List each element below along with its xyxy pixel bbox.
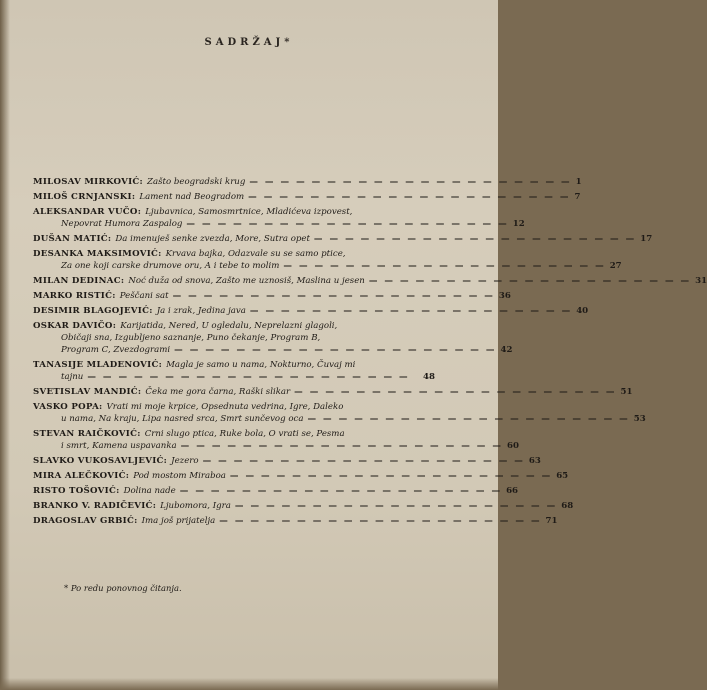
toc-leader-dashes: — — — — — — — — — — — — — — — — — — — — — <box>179 486 503 496</box>
toc-works: Za one koji carske drumove oru, A i tebe to molim <box>61 261 280 271</box>
toc-page-number: 42 <box>500 345 513 355</box>
toc-author: ALEKSANDAR VUČO: <box>33 207 142 217</box>
toc-page-number: 53 <box>633 414 646 424</box>
toc-works: Program C, Zvezdogrami <box>61 345 171 355</box>
toc-author: MIRA ALEČKOVIĆ: <box>33 471 130 481</box>
toc-works: Ljubavnica, Samosmrtnice, Mladićeva izpovest, <box>145 207 353 217</box>
toc-leader-dashes: — — — — — — — — — — — — — — — — — — — — — <box>229 471 553 481</box>
toc-entry <box>33 401 646 425</box>
toc-works: Peščani sat <box>119 291 169 301</box>
toc-works: Krvava bajka, Odazvale su se samo ptice, <box>165 249 346 259</box>
toc-works: Ja i zrak, Jedina java <box>156 306 246 316</box>
toc-author: RISTO TOŠOVIĆ: <box>33 486 120 496</box>
page-shadow-bottom <box>0 678 498 690</box>
toc-entry <box>33 428 519 452</box>
toc-author: MILOSAV MIRKOVIĆ: <box>33 177 144 187</box>
toc-author: SVETISLAV MANDIĆ: <box>33 387 142 397</box>
page-shadow-left <box>0 0 10 690</box>
toc-entry-line <box>33 290 511 302</box>
toc-entry-line <box>33 485 519 497</box>
toc-leader-dashes: — — — — — — — — — — — — — — — — — — — — — <box>248 192 571 202</box>
toc-entry-line <box>33 500 574 512</box>
toc-entry-line <box>33 191 581 203</box>
toc-entry-line <box>33 371 435 383</box>
toc-entry-line <box>33 428 435 440</box>
toc-leader-dashes: — — — — — — — — — — — — — — — — — — — — — <box>219 516 542 526</box>
toc-entry <box>33 290 511 302</box>
toc-works: Karijatida, Nered, U ogledalu, Neprelazni glagoli, <box>120 321 338 331</box>
toc-leader-dashes: — — — — — — — — — — — — — — — — — — — — — <box>307 414 630 424</box>
toc-works: Jezero <box>171 456 199 466</box>
toc-entry <box>33 359 435 383</box>
toc-author: DRAGOSLAV GRBIĆ: <box>33 516 138 526</box>
toc-author: MILOŠ CRNJANSKI: <box>33 192 136 202</box>
toc-author: MARKO RISTIĆ: <box>33 291 116 301</box>
toc-works: u nama, Na kraju, Lipa nasred srca, Smrt sunčevog oca <box>61 414 304 424</box>
toc-page-number: 1 <box>575 177 582 187</box>
toc-page-number: 51 <box>620 387 633 397</box>
toc-author: MILAN DEDINAC: <box>33 276 125 286</box>
toc-entry-line <box>33 515 558 527</box>
toc-works: Vrati mi moje krpice, Opsednuta vedrina, Igre, Daleko <box>106 402 344 412</box>
toc-entry-line <box>33 359 435 371</box>
toc-leader-dashes: — — — — — — — — — — — — — — — — — — — — — <box>249 177 572 187</box>
toc-page-number: 71 <box>545 516 558 526</box>
toc-works: Pod mostom Miraboa <box>133 471 226 481</box>
toc-works: Noć duža od snova, Zašto me uznosiš, Maslina u jesen <box>128 276 365 286</box>
footnote: * Po redu ponovnog čitanja. <box>64 583 182 593</box>
toc-page-number: 65 <box>556 471 569 481</box>
toc-entry-line <box>33 233 653 245</box>
toc-leader-dashes: — — — — — — — — — — — — — — — — — — — — — <box>186 219 509 229</box>
toc-entry-line <box>33 386 633 398</box>
toc-entry <box>33 176 582 188</box>
toc-works: Ima još prijatelja <box>141 516 216 526</box>
toc-page-number: 68 <box>561 501 574 511</box>
toc-page-number: 31 <box>695 276 707 286</box>
toc-entry <box>33 515 558 527</box>
toc-leader-dashes: — — — — — — — — — — — — — — — — — — — — — <box>172 291 495 301</box>
toc-author: DESIMIR BLAGOJEVIĆ: <box>33 306 153 316</box>
toc-leader-dashes: — — — — — — — — — — — — — — — — — — — — — <box>249 306 573 316</box>
toc-leader-dashes: — — — — — — — — — — — — — — — — — — — — — <box>234 501 558 511</box>
toc-entry-line <box>33 260 622 272</box>
toc-works: Dolina nade <box>123 486 176 496</box>
toc-page-number: 27 <box>609 261 622 271</box>
toc-entry-line <box>33 218 525 230</box>
toc-works: Ljubomora, Igra <box>160 501 231 511</box>
toc-works: Nepovrat Humora Zaspalog <box>61 219 183 229</box>
toc-page-number: 60 <box>506 441 519 451</box>
toc-author: STEVAN RAIČKOVIĆ: <box>33 429 141 439</box>
toc-page-number: 12 <box>512 219 525 229</box>
table-of-contents <box>33 176 707 530</box>
toc-entry-line <box>33 332 435 344</box>
toc-leader-dashes: — — — — — — — — — — — — — — — — — — — — — <box>202 456 525 466</box>
toc-entry-line <box>33 248 435 260</box>
toc-page-number: 36 <box>498 291 511 301</box>
toc-entry-line <box>33 275 707 287</box>
toc-works: Čeka me gora čarna, Raški slikar <box>145 387 291 397</box>
toc-leader-dashes: — — — — — — — — — — — — — — — — — — — — — <box>294 387 617 397</box>
toc-entry <box>33 455 541 467</box>
toc-leader-dashes: — — — — — — — — — — — — — — — — — — — — — <box>368 276 692 286</box>
toc-entry-line <box>33 401 435 413</box>
toc-leader-dashes: — — — — — — — — — — — — — — — — — — — — — <box>180 441 503 451</box>
toc-works: i smrt, Kamena uspavanka <box>61 441 177 451</box>
toc-entry-line <box>33 320 435 332</box>
toc-entry <box>33 191 581 203</box>
toc-works: Magla je samo u nama, Nokturno, Čuvaj mi <box>166 360 356 370</box>
toc-entry <box>33 206 525 230</box>
toc-entry <box>33 275 707 287</box>
toc-works: Crni slugo ptica, Ruke bola, O vrati se, Pesma <box>144 429 345 439</box>
toc-entry <box>33 248 622 272</box>
toc-entry <box>33 386 633 398</box>
toc-entry <box>33 485 519 497</box>
toc-leader-dashes: — — — — — — — — — — — — — — — — — — — — — <box>313 234 637 244</box>
toc-page-number: 17 <box>640 234 653 244</box>
toc-author: DESANKA MAKSIMOVIĆ: <box>33 249 162 259</box>
toc-page-number: 48 <box>423 372 435 382</box>
toc-entry-line <box>33 176 582 188</box>
toc-entry-line <box>33 344 513 356</box>
toc-works: Da imenuješ senke zvezda, More, Sutra opet <box>115 234 310 244</box>
toc-entry <box>33 305 589 317</box>
toc-entry-line <box>33 470 569 482</box>
toc-author: SLAVKO VUKOSAVLJEVIĆ: <box>33 456 168 466</box>
toc-page-number: 63 <box>528 456 541 466</box>
toc-author: OSKAR DAVIČO: <box>33 321 117 331</box>
toc-author: BRANKO V. RADIČEVIĆ: <box>33 501 157 511</box>
toc-works: Lament nad Beogradom <box>139 192 245 202</box>
toc-entry-line <box>33 455 541 467</box>
toc-entry-line <box>33 305 589 317</box>
toc-entry-line <box>33 413 646 425</box>
toc-author: DUŠAN MATIĆ: <box>33 234 112 244</box>
page-title: SADRŽAJ* <box>204 37 294 48</box>
toc-entry <box>33 470 569 482</box>
toc-leader-dashes: — — — — — — — — — — — — — — — — — — — — — <box>283 261 606 271</box>
toc-page-number: 40 <box>576 306 589 316</box>
toc-author: TANASIJE MLADENOVIĆ: <box>33 360 163 370</box>
toc-page-number: 66 <box>506 486 519 496</box>
toc-entry <box>33 500 574 512</box>
toc-works: Zašto beogradski krug <box>147 177 246 187</box>
toc-entry-line <box>33 440 519 452</box>
toc-entry <box>33 320 513 356</box>
toc-page-number: 7 <box>574 192 581 202</box>
toc-entry-line <box>33 206 435 218</box>
toc-entry <box>33 233 653 245</box>
toc-author: VASKO POPA: <box>33 402 103 412</box>
toc-works: tajnu <box>61 372 84 382</box>
toc-leader-dashes: — — — — — — — — — — — — — — — — — — — — — <box>87 372 410 382</box>
toc-works: Običaji sna, Izgubljeno saznanje, Puno čekanje, Program B, <box>61 333 321 343</box>
toc-leader-dashes: — — — — — — — — — — — — — — — — — — — — — <box>174 345 497 355</box>
